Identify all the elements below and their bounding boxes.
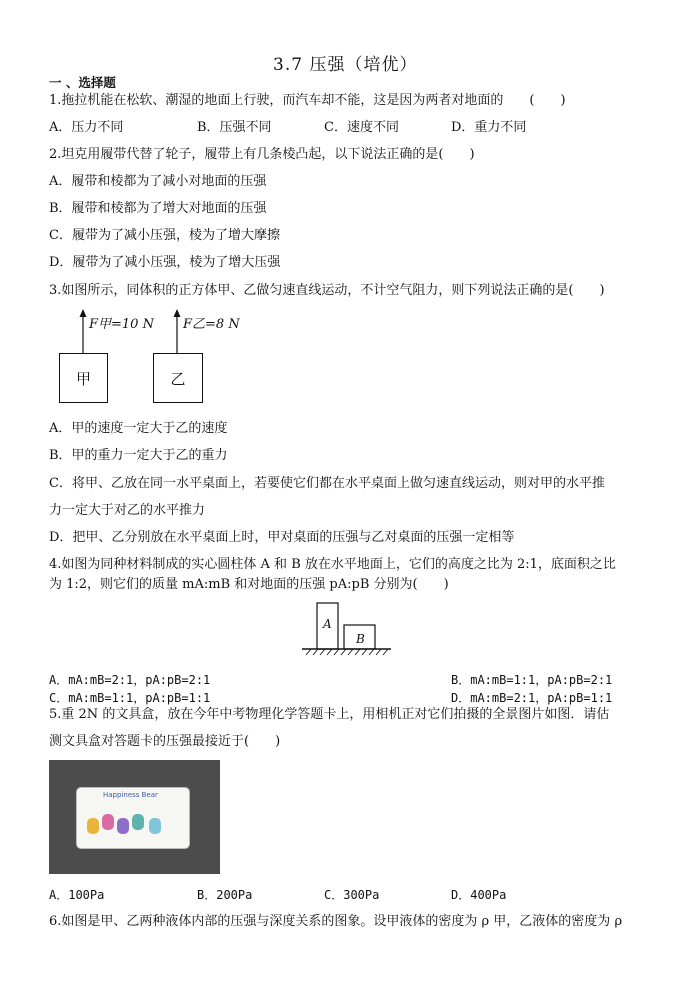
q3-stem: 3.如图所示，同体积的正方体甲、乙做匀速直线运动，不计空气阻力，则下列说法正确的是( ) (49, 283, 605, 298)
pencil-case-label: Happiness Bear (103, 791, 158, 799)
q3-option-a: A．甲的速度一定大于乙的速度 (49, 421, 228, 436)
ground-hatching (306, 649, 388, 655)
q3-option-c: C．将甲、乙放在同一水平桌面上，若要使它们都在水平桌面上做匀速直线运动，则对甲的水平推 (49, 476, 605, 491)
box-jia-label: 甲 (75, 369, 91, 388)
arrowhead-yi (174, 309, 181, 317)
q5-option-b: B．200Pa (197, 888, 253, 902)
pencil-case-photo (49, 760, 220, 874)
q1-option-c: C．速度不同 (324, 120, 399, 135)
q4-option-b: B．mA:mB=1:1，pA:pB=2:1 (451, 673, 613, 687)
bear-figure (87, 818, 99, 834)
box-yi (153, 353, 203, 403)
pencil-case (77, 788, 189, 848)
q2-option-a: A．履带和棱都为了减小对地面的压强 (49, 174, 267, 189)
q5-stem-line2: 测文具盒对答题卡的压强最接近于( ) (49, 734, 281, 749)
q3-option-d: D．把甲、乙分别放在水平桌面上时，甲对桌面的压强与乙对桌面的压强一定相等 (49, 530, 515, 545)
q1-option-d: D．重力不同 (451, 120, 527, 135)
q5-stem-line1: 5.重 2N 的文具盒，放在今年中考物理化学答题卡上，用相机正对它们拍摄的全景图片如图．请估 (49, 707, 610, 722)
q5-option-c: C．300Pa (324, 888, 380, 902)
bear-figure (149, 818, 161, 834)
section-heading: 一 、选择题 (49, 75, 116, 90)
bear-figure (102, 814, 114, 830)
bear-figure (117, 818, 129, 834)
box-jia (59, 353, 108, 403)
page-title: 3.7 压强（培优） (273, 55, 418, 75)
q2-option-c: C．履带为了减小压强，棱为了增大摩擦 (49, 228, 280, 243)
bear-figure (132, 814, 144, 830)
q3-option-b: B．甲的重力一定大于乙的重力 (49, 448, 228, 463)
q4-cylinder-diagram (300, 595, 395, 661)
q3-option-c-cont: 力一定大于对乙的水平推力 (49, 503, 206, 518)
q4-option-c: C．mA:mB=1:1，pA:pB=1:1 (49, 691, 211, 705)
q5-option-a: A．100Pa (49, 888, 105, 902)
q2-stem: 2.坦克用履带代替了轮子，履带上有几条棱凸起，以下说法正确的是( ) (49, 147, 475, 162)
arrowhead-jia (80, 309, 87, 317)
cylinder-a-label: A (323, 617, 332, 631)
q6-stem: 6.如图是甲、乙两种液体内部的压强与深度关系的图象。设甲液体的密度为 ρ 甲，乙液体的密度为 ρ (49, 914, 623, 929)
q4-stem-line2: 为 1:2，则它们的质量 mA:mB 和对地面的压强 pA:pB 分别为( ) (49, 577, 449, 592)
q2-option-b: B．履带和棱都为了增大对地面的压强 (49, 201, 267, 216)
q4-option-d: D．mA:mB=2:1，pA:pB=1:1 (451, 691, 613, 705)
q1-option-a: A．压力不同 (49, 120, 124, 135)
q1-option-b: B．压强不同 (197, 120, 272, 135)
cylinder-b-label: B (356, 632, 365, 646)
q5-option-d: D．400Pa (451, 888, 507, 902)
force-label-jia: F甲=10 N (89, 317, 154, 332)
box-yi-label: 乙 (170, 369, 186, 388)
q2-option-d: D．履带为了减小压强，棱为了增大压强 (49, 255, 281, 270)
q1-stem: 1.拖拉机能在松软、潮湿的地面上行驶，而汽车却不能，这是因为两者对地面的 ( ) (49, 93, 566, 108)
force-label-yi: F乙=8 N (183, 317, 240, 332)
q4-option-a: A．mA:mB=2:1，pA:pB=2:1 (49, 673, 211, 687)
q4-stem-line1: 4.如图为同种材料制成的实心圆柱体 A 和 B 放在水平地面上，它们的高度之比为 2:1，底面积之比 (49, 557, 616, 572)
